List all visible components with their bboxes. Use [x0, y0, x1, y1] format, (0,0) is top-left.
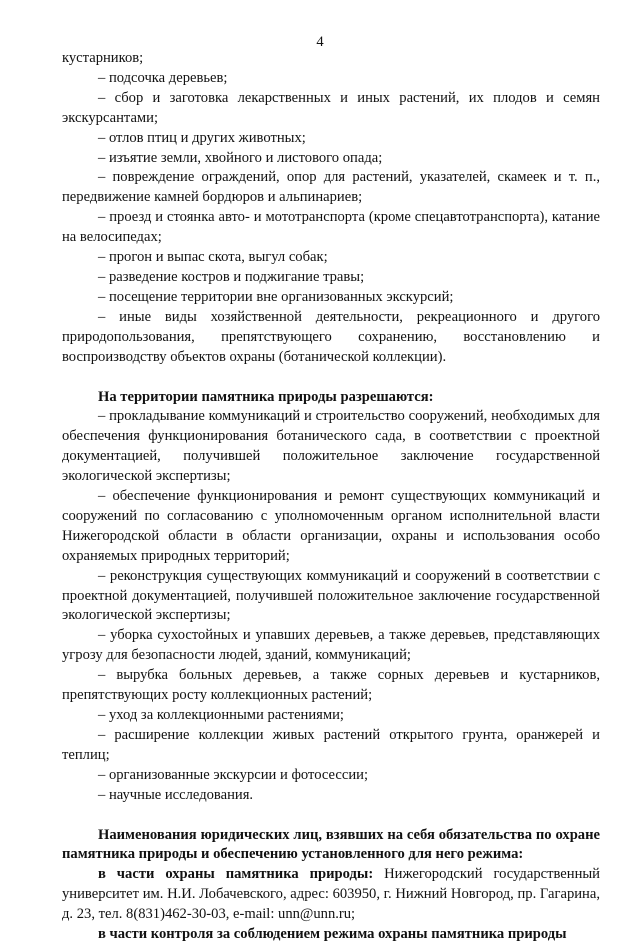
list-item: – прогон и выпас скота, выгул собак;: [98, 249, 328, 266]
protection-label: в части охраны памятника природы:: [98, 866, 374, 883]
list-item: – реконструкция существующих коммуникаций и сооружений в соответствии с проектной документацией, получившей положительное заключение государственной экологической экспертизы;: [62, 567, 600, 624]
list-item: кустарников;: [62, 50, 144, 66]
list-item: – разведение костров и поджигание травы;: [98, 268, 365, 285]
allowed-heading: На территории памятника природы разрешаются:: [98, 388, 434, 405]
protection-text: Нижегородский государственный университет им. Н.И. Лобачевского, адрес: 603950, г. Нижний Новгород, пр. Гагарина, д. 23, тел. 8(831)462-30-03, e-mail: unn@unn.ru;: [62, 866, 600, 923]
allowed-list: [62, 407, 600, 805]
list-item: – уборка сухостойных и упавших деревьев, а также деревьев, представляющих угрозу для безопасности людей, зданий, коммуникаций;: [62, 627, 600, 664]
list-item: – вырубка больных деревьев, а также сорных деревьев и кустарников, препятствующих росту коллекционных растений;: [62, 667, 600, 704]
control-heading: в части контроля за соблюдением режима охраны памятника природы: [98, 926, 567, 943]
section-spacer: [62, 368, 600, 388]
list-item: – подсочка деревьев;: [98, 69, 228, 86]
list-item: – повреждение ограждений, опор для растений, указателей, скамеек и т. п., передвижение камней бордюров и альпинариев;: [62, 169, 600, 206]
list-item: – уход за коллекционными растениями;: [98, 707, 344, 723]
list-item: – иные виды хозяйственной деятельности, рекреационного и другого природопользования, препятствующего сохранению, восстановлению и воспроизводству объектов охраны (ботанической коллекции).: [62, 308, 600, 365]
list-item: – проезд и стоянка авто- и мототранспорта (кроме спецавтотранспорта), катание на велосипедах;: [62, 209, 600, 246]
list-item: – обеспечение функционирования и ремонт существующих коммуникаций и сооружений по согласованию с уполномоченным органом исполнительной власти Нижегородской области в области организации, охраны и использования особо охраняемых природных территорий;: [62, 488, 600, 564]
protection-paragraph: [62, 865, 600, 925]
document-body: [62, 49, 600, 945]
entities-heading: Наименования юридических лиц, взявших на себя обязательства по охране памятника природы и обеспечению установленного для него режима:: [62, 826, 600, 863]
prohibited-list-tail: [62, 49, 600, 368]
list-item: – научные исследования.: [98, 786, 254, 803]
list-item: – расширение коллекции живых растений открытого грунта, оранжерей и теплиц;: [62, 726, 600, 763]
page-number: 4: [316, 34, 324, 50]
section-spacer: [62, 806, 600, 826]
list-item: – организованные экскурсии и фотосессии;: [98, 766, 369, 783]
list-item: – изъятие земли, хвойного и листового опада;: [98, 149, 383, 166]
list-item: – прокладывание коммуникаций и строительство сооружений, необходимых для обеспечения функционирования ботанического сада, в соответствии с проектной документацией, получившей положительное заключение государственной экологической экспертизы;: [62, 408, 600, 485]
list-item: – сбор и заготовка лекарственных и иных растений, их плодов и семян экскурсантами;: [62, 89, 600, 126]
list-item: – посещение территории вне организованных экскурсий;: [98, 288, 454, 305]
list-item: – отлов птиц и других животных;: [98, 129, 306, 146]
